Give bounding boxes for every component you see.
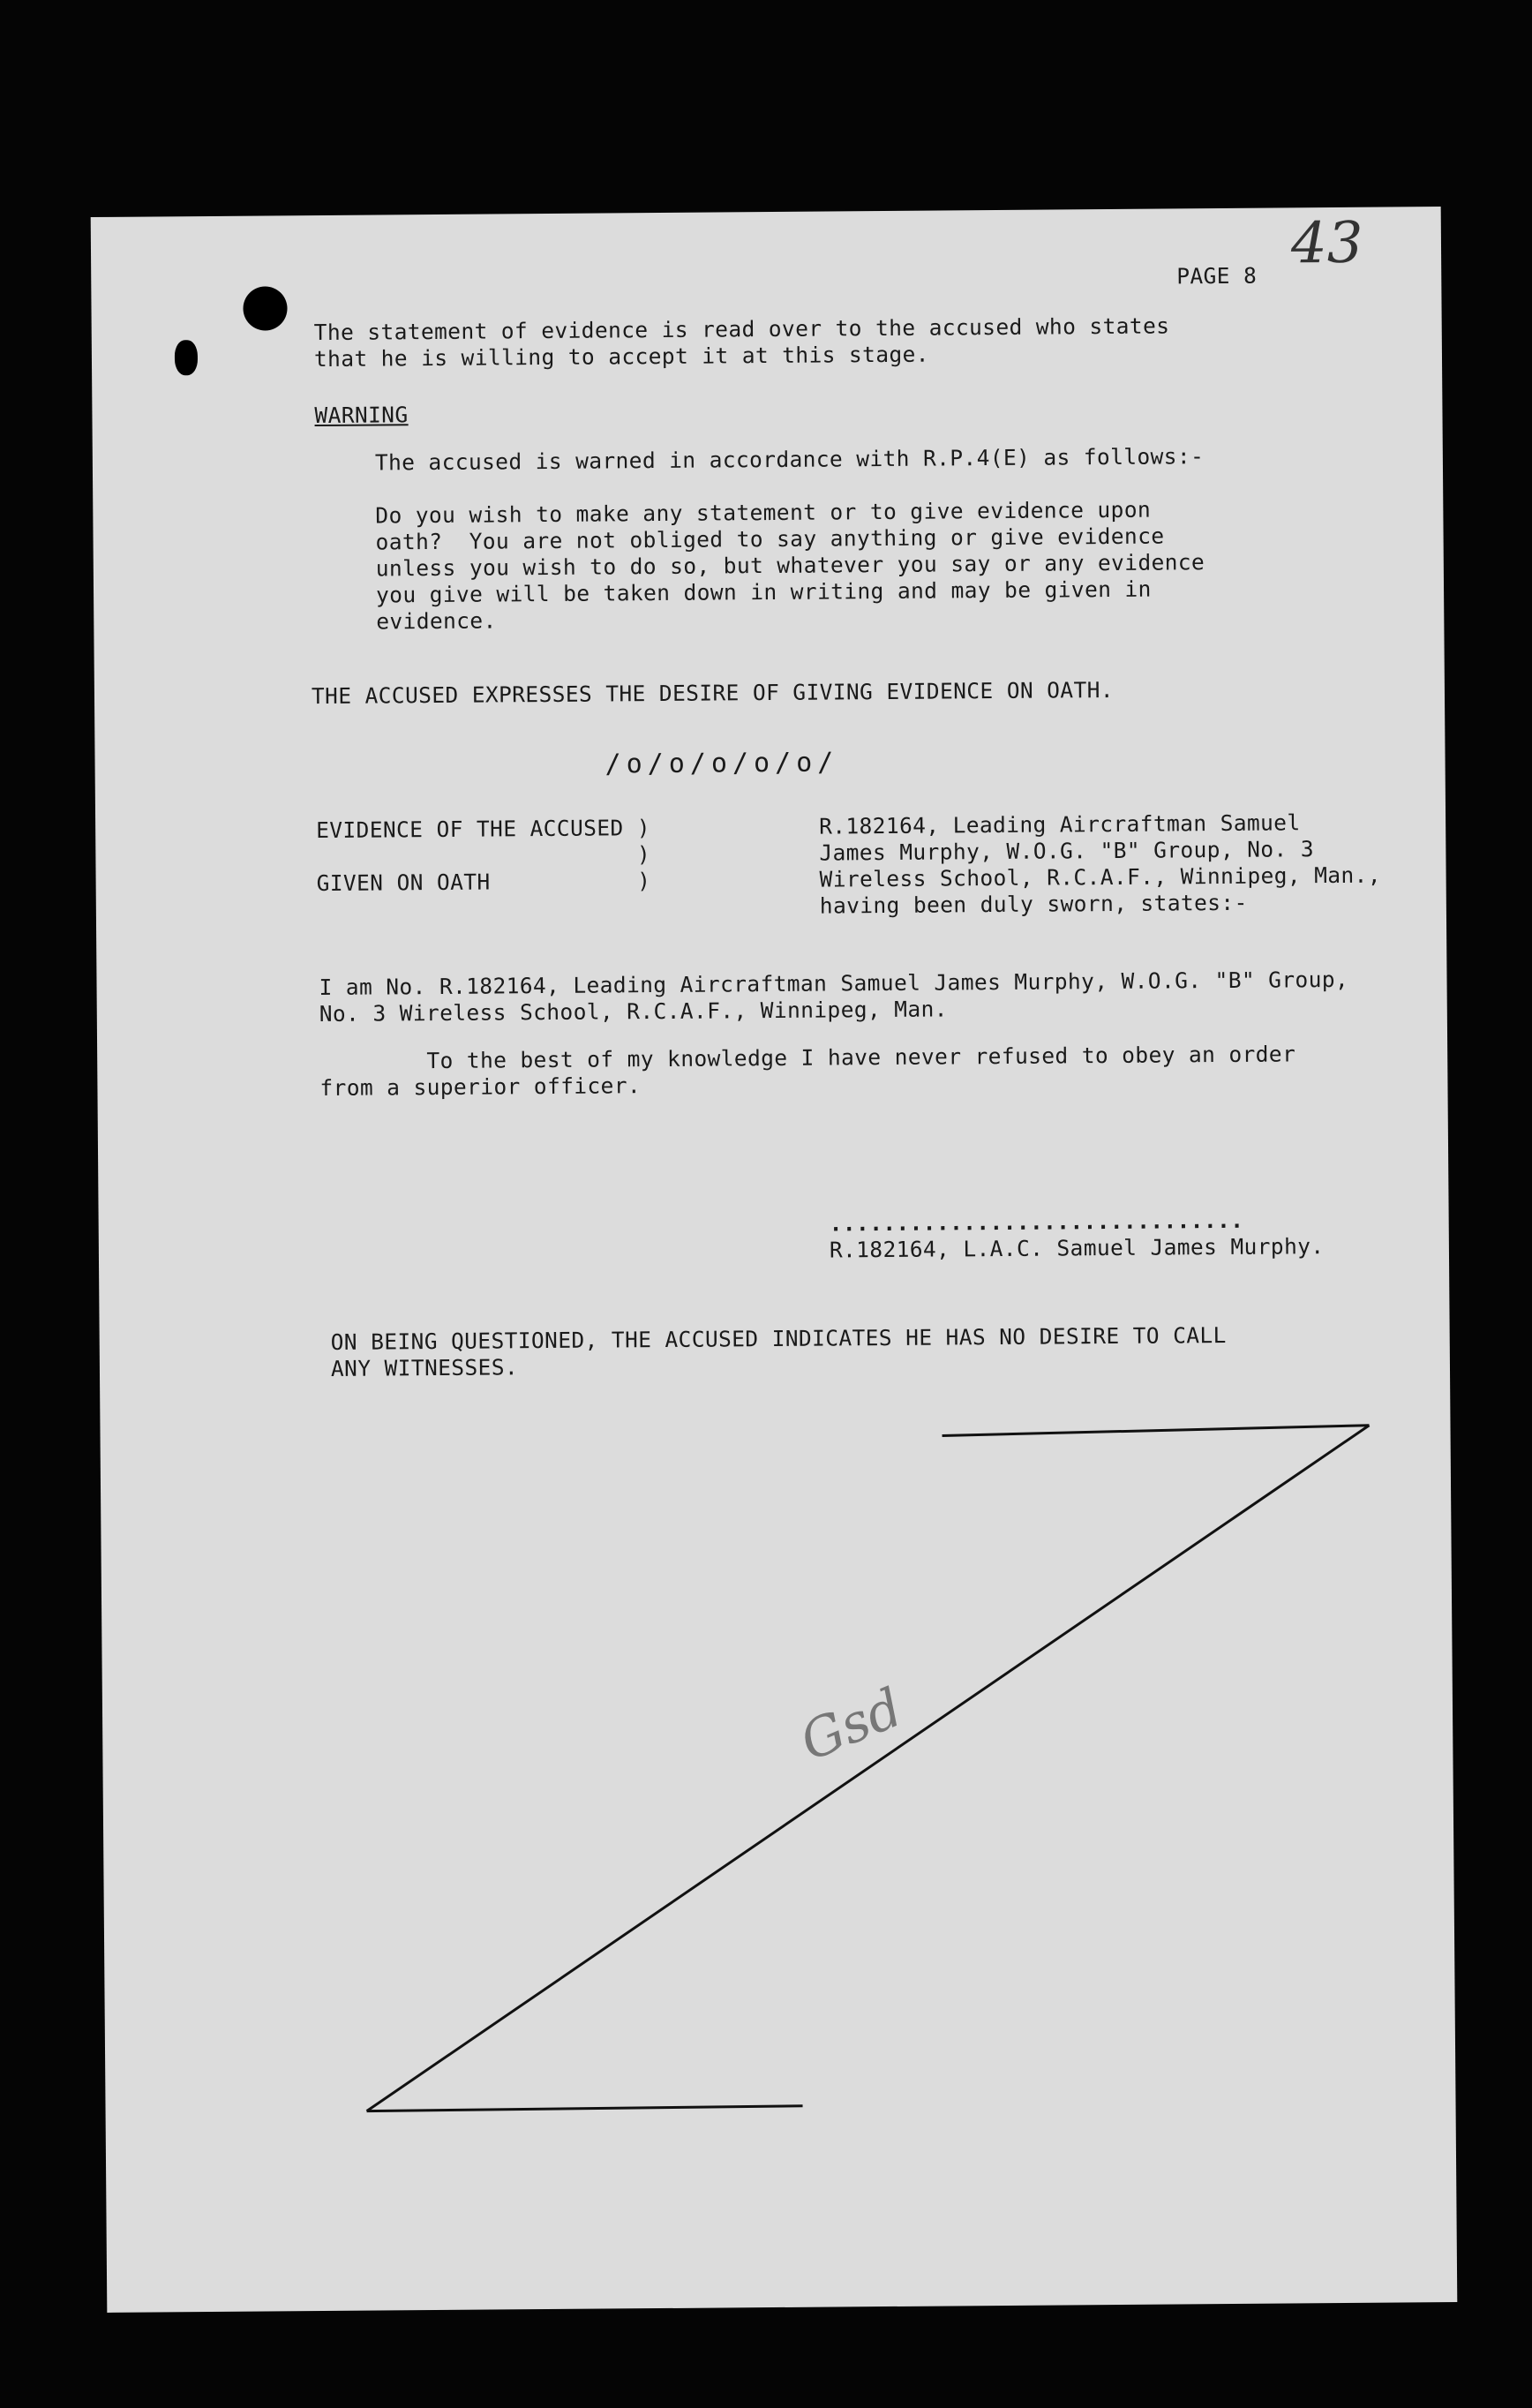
evidence-header-left: EVIDENCE OF THE ACCUSED ) ) GIVEN ON OATH ) bbox=[316, 815, 651, 897]
evidence-header-right: R.182164, Leading Aircraftman Samuel James Murphy, W.O.G. "B" Group, No. 3 Wireless School, R.C.A.F., Winnipeg, Man., having been duly sworn, states:- bbox=[819, 809, 1382, 919]
document-page bbox=[91, 207, 1458, 2313]
closing-statement: ON BEING QUESTIONED, THE ACCUSED INDICATES HE HAS NO DESIRE TO CALL ANY WITNESSES. bbox=[330, 1321, 1227, 1381]
signature-dots: ............................... bbox=[829, 1207, 1244, 1237]
warning-question: Do you wish to make any statement or to give evidence upon oath? You are not obliged to say anything or give evidence unless you wish to do so, but whatever you say or any evidence you give will be taken down in writing and may be given in evidence. bbox=[375, 496, 1205, 635]
intro-paragraph: The statement of evidence is read over to the accused who states that he is willing to accept it at this stage. bbox=[313, 312, 1170, 372]
desire-line: THE ACCUSED EXPRESSES THE DESIRE OF GIVING EVIDENCE ON OATH. bbox=[311, 676, 1115, 710]
page-label: PAGE 8 bbox=[1176, 262, 1258, 290]
handwritten-initials: Gsd bbox=[792, 1676, 912, 1774]
warning-lead: The accused is warned in accordance with R.P.4(E) as follows:- bbox=[374, 443, 1205, 476]
statement-identity: I am No. R.182164, Leading Aircraftman Samuel James Murphy, W.O.G. "B" Group, No. 3 Wireless School, R.C.A.F., Winnipeg, Man. bbox=[319, 966, 1349, 1027]
warning-heading: WARNING bbox=[314, 402, 409, 429]
folio-number: 43 bbox=[1290, 210, 1363, 277]
separator: /o/o/o/o/o/ bbox=[605, 747, 839, 780]
z-cancel-mark bbox=[91, 207, 1458, 2313]
statement-body: To the best of my knowledge I have never refused to obey an order from a superior officer. bbox=[319, 1041, 1296, 1102]
signature-name: R.182164, L.A.C. Samuel James Murphy. bbox=[829, 1233, 1325, 1263]
